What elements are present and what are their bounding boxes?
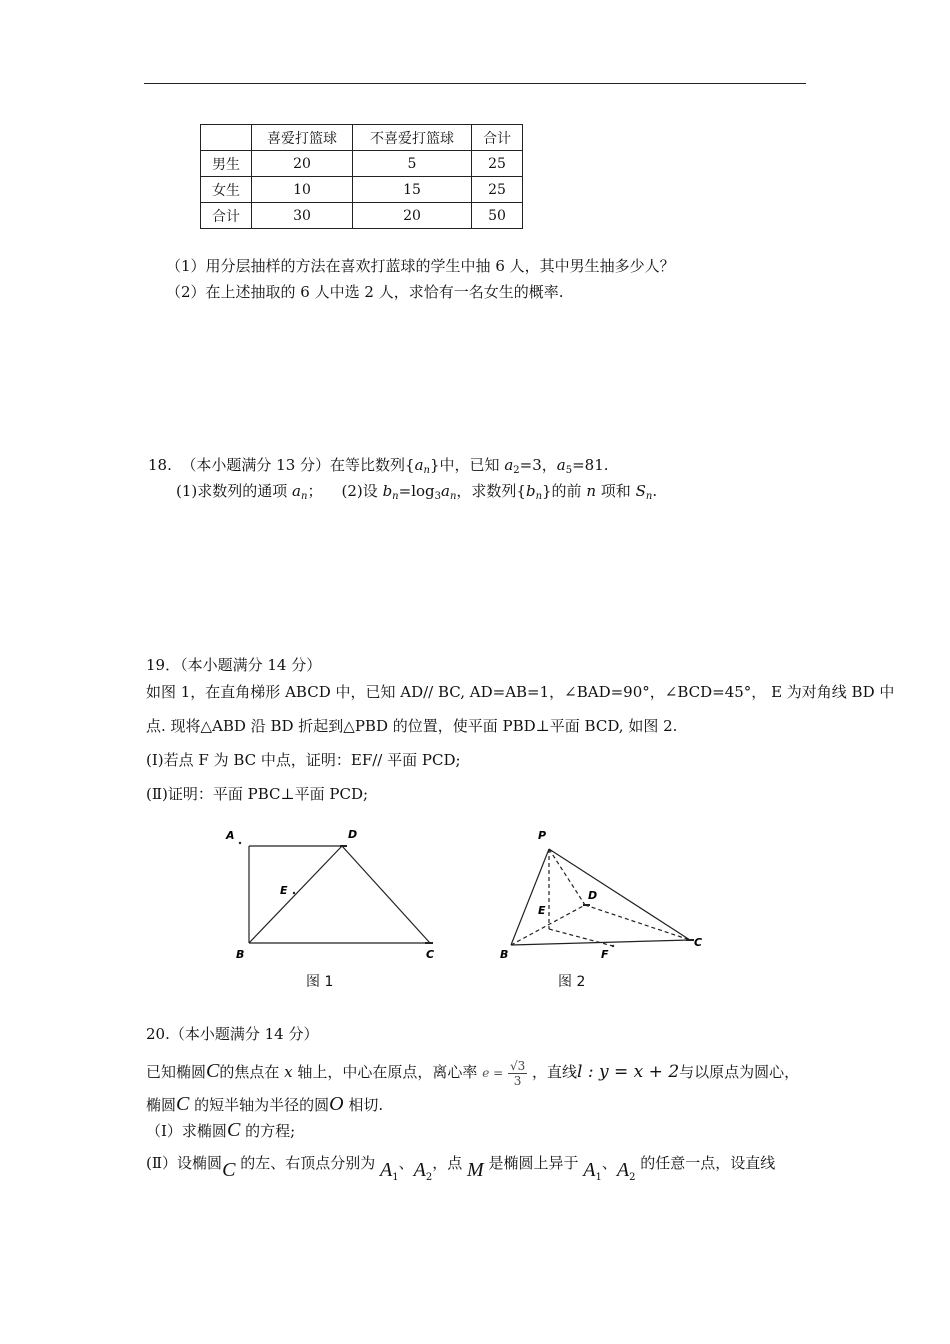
table-row	[201, 151, 523, 177]
table-cell: 50	[472, 203, 523, 229]
label-F: F	[601, 948, 609, 961]
edge-DC	[342, 846, 430, 943]
table-cell: 5	[353, 151, 472, 177]
edge-PC	[549, 849, 690, 940]
table-cell: 30	[252, 203, 353, 229]
table-cell: 女生	[201, 177, 252, 203]
q20-line2: 椭圆C 的短半轴为半径的圆O 相切.	[146, 1093, 384, 1115]
table-cell: 合计	[201, 203, 252, 229]
edge-BC	[511, 940, 690, 945]
table-cell: 25	[472, 177, 523, 203]
table-cell: 20	[252, 151, 353, 177]
eccentricity-fraction: $\frac{√3}{3}$	[509, 1058, 526, 1088]
table-cell: 合计	[472, 125, 523, 151]
q19-line2: 点. 现将△ABD 沿 BD 折起到△PBD 的位置，使平面 PBD⊥平面 BCD, 如图 2.	[146, 717, 678, 735]
figure-1	[220, 822, 450, 968]
table-cell: 不喜爱打篮球	[353, 125, 472, 151]
label-D: D	[588, 889, 598, 902]
q20-part2: (Ⅱ）设椭圆C 的左、右顶点分别为 $A_1$、$A_2$，点 M 是椭圆上异于 $A_1$、$A_2$ 的任意一点，设直线	[146, 1154, 776, 1183]
table-cell: 25	[472, 151, 523, 177]
label-E: E	[280, 884, 288, 897]
q18-parts: (1)求数列的通项 $a_n$； (2)设 $b_n=\log_3a_n$，求数列$\{b_n\}$的前 n 项和 $S_n$.	[176, 482, 658, 502]
q19-heading: 19．（本小题满分 14 分）	[146, 656, 322, 674]
edge-PD	[549, 849, 585, 905]
q20-heading: 20.（本小题满分 14 分）	[146, 1025, 319, 1043]
figure-2-caption: 图 2	[558, 974, 586, 990]
edge-BD	[511, 905, 585, 945]
table-row	[201, 177, 523, 203]
label-A: A	[226, 829, 235, 842]
edge-PB	[511, 849, 549, 945]
q17-part1: （1）用分层抽样的方法在喜欢打蓝球的学生中抽 6 人，其中男生抽多少人？	[166, 257, 675, 275]
edge-DC	[585, 905, 690, 940]
table-cell: 15	[353, 177, 472, 203]
label-B: B	[236, 948, 245, 961]
table-cell: 20	[353, 203, 472, 229]
table-header-row	[201, 125, 523, 151]
label-P: P	[538, 829, 547, 842]
q17-part2: （2）在上述抽取的 6 人中选 2 人，求恰有一名女生的概率.	[166, 283, 564, 301]
table-cell: 喜爱打篮球	[252, 125, 353, 151]
label-E: E	[538, 904, 546, 917]
point-F-marker	[612, 945, 614, 947]
q19-part2: (Ⅱ)证明：平面 PBC⊥平面 PCD;	[146, 785, 369, 803]
edge-BD	[249, 846, 342, 943]
label-C: C	[694, 936, 703, 949]
table-cell: 男生	[201, 151, 252, 177]
q19-part1: (Ⅰ)若点 F 为 BC 中点，证明：EF// 平面 PCD;	[146, 751, 461, 769]
figure-2	[490, 822, 720, 968]
table-cell: 10	[252, 177, 353, 203]
data-table	[200, 124, 523, 229]
point-A-marker	[239, 842, 241, 844]
figure-1-caption: 图 1	[306, 974, 334, 990]
q20-line1: 已知椭圆C的焦点在 x 轴上，中心在原点，离心率 e = $\frac{√3}{3}$ ，直线l : y = x + 2与以原点为圆心，	[146, 1058, 800, 1088]
q20-part1: （Ⅰ）求椭圆C 的方程;	[146, 1119, 296, 1141]
table-cell	[201, 125, 252, 151]
header-rule	[144, 83, 806, 84]
label-C: C	[426, 948, 435, 961]
q19-line1: 如图 1，在直角梯形 ABCD 中，已知 AD// BC, AD=AB=1，∠BAD=90°，∠BCD=45°， E 为对角线 BD 中	[146, 683, 895, 701]
table-row	[201, 203, 523, 229]
q18-statement: 18. （本小题满分 13 分）在等比数列$\{a_n\}$中，已知 $a_2=3$，$a_5=81$.	[148, 456, 609, 476]
label-D: D	[348, 828, 358, 841]
point-E-marker	[293, 892, 295, 894]
label-B: B	[500, 948, 509, 961]
